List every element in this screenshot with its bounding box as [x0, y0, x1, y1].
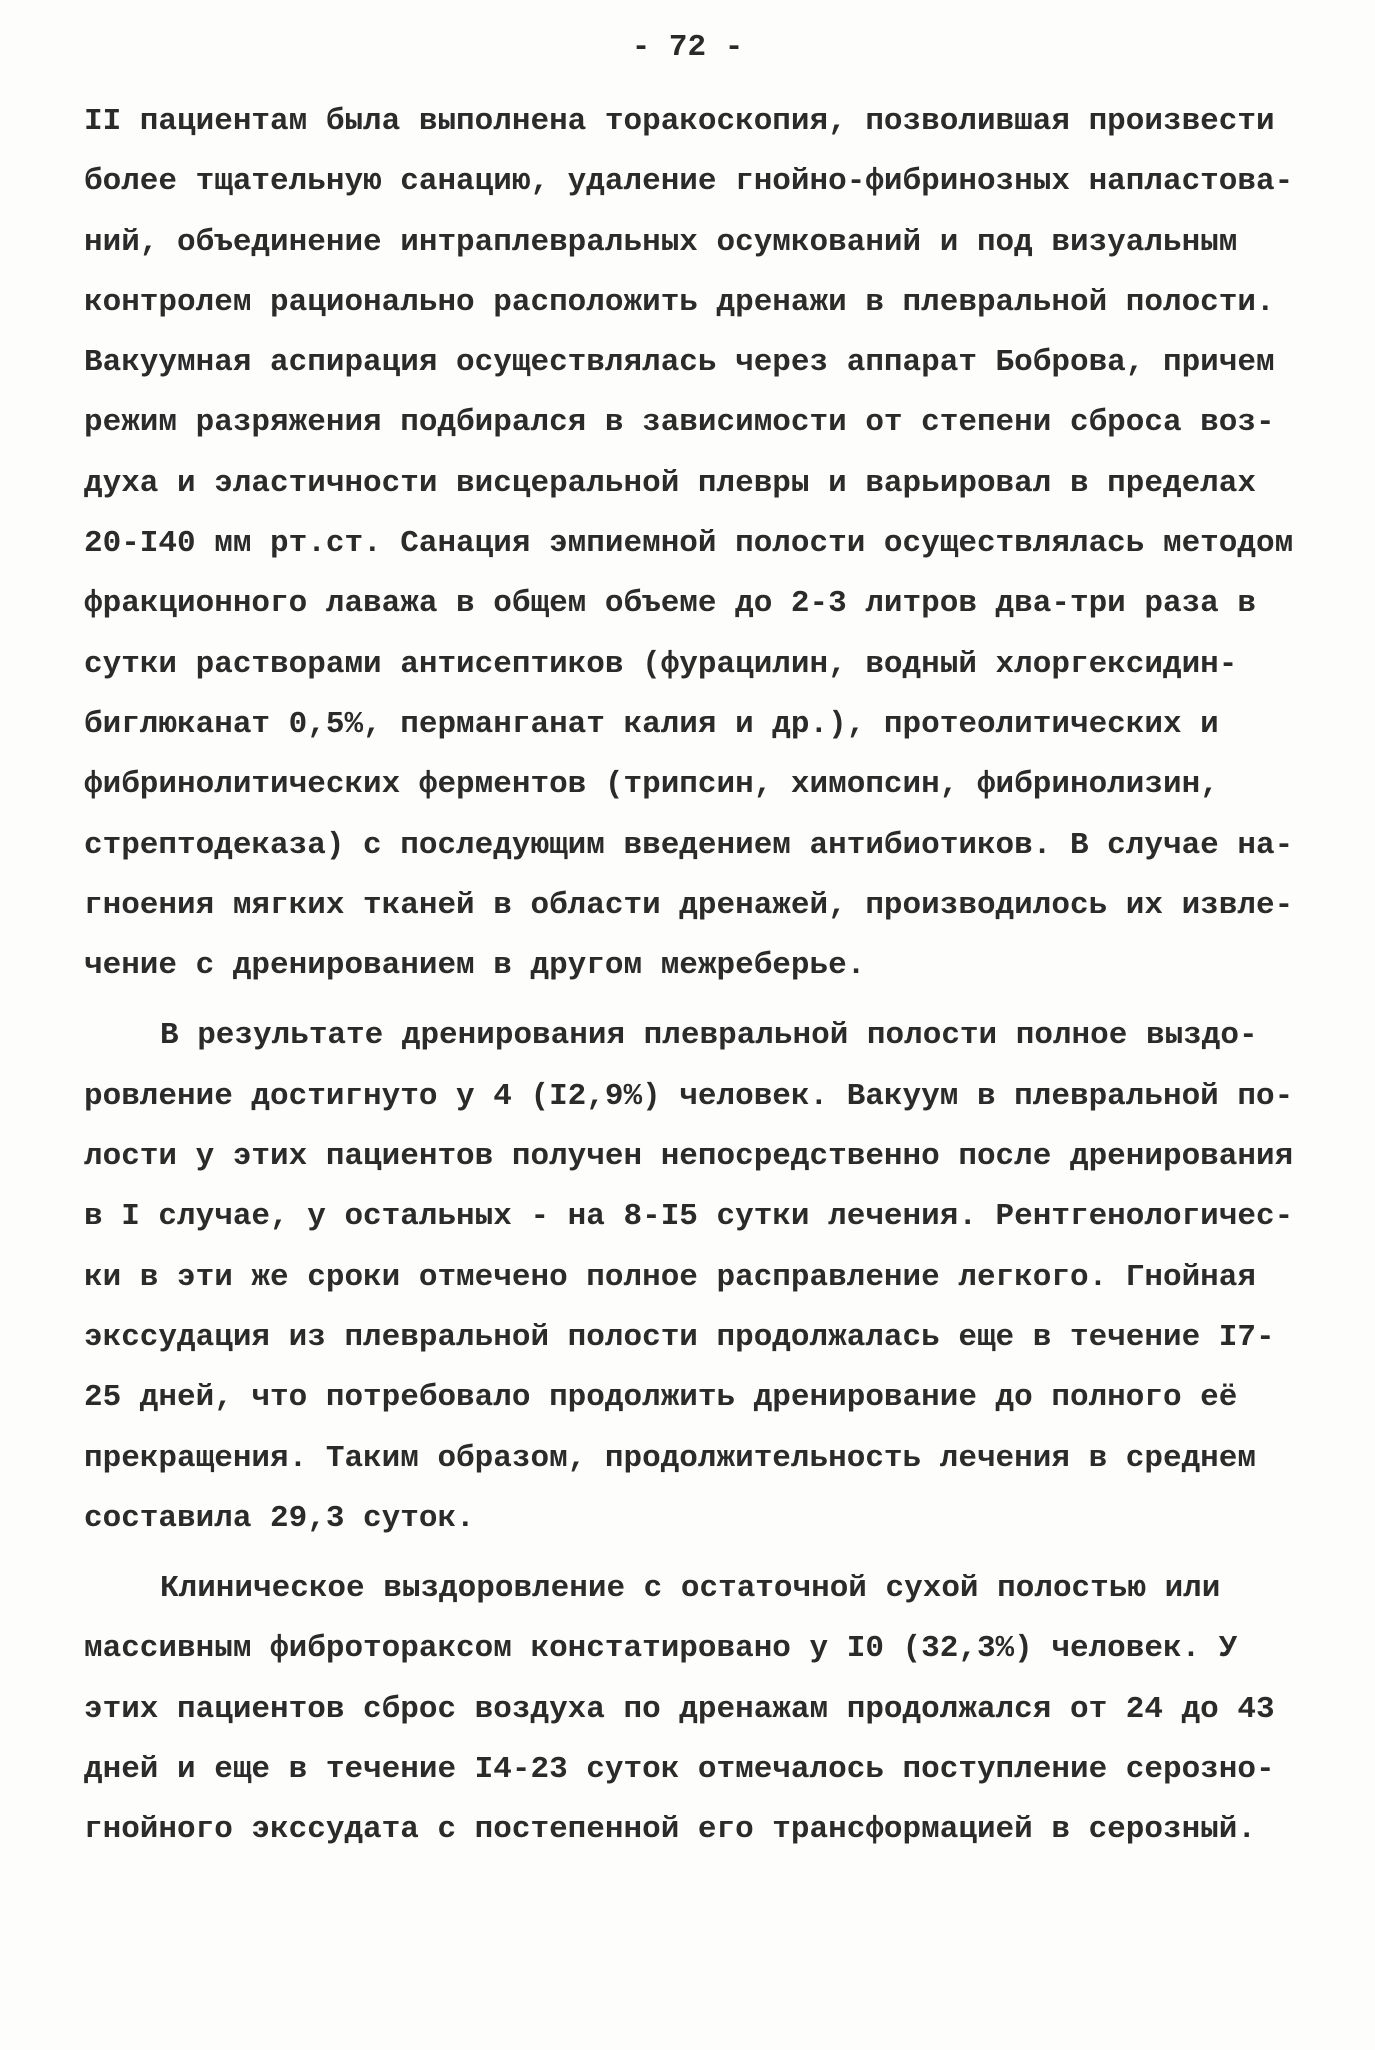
text-line: режим разряжения подбирался в зависимости от степени сброса воз-: [84, 405, 1275, 441]
text-line: Клиническое выздоровление с остаточной сухой полостью или: [160, 1571, 1221, 1607]
text-line: дней и еще в течение I4-23 суток отмечалось поступление серозно-: [84, 1752, 1275, 1788]
text-line: гноения мягких тканей в области дренажей, производилось их извле-: [84, 887, 1294, 923]
text-line: сутки растворами антисептиков (фурацилин, водный хлоргексидин-: [84, 646, 1238, 682]
text-line: массивным фибротораксом констатировано у I0 (32,3%) человек. У: [84, 1631, 1238, 1667]
text-line: 20-I40 мм рт.ст. Санация эмпиемной полости осуществлялась методом: [84, 526, 1294, 562]
text-line: лости у этих пациентов получен непосредственно после дренирования: [84, 1139, 1294, 1175]
text-line: Вакуумная аспирация осуществлялась через аппарат Боброва, причем: [84, 345, 1275, 381]
text-line: в I случае, у остальных - на 8-I5 сутки лечения. Рентгенологичес-: [84, 1199, 1294, 1235]
paragraph-gap: [84, 996, 1294, 1006]
paragraph-3: [84, 1559, 1294, 1860]
text-line: фибринолитических ферментов (трипсин, химопсин, фибринолизин,: [84, 767, 1219, 803]
text-line: 25 дней, что потребовало продолжить дренирование до полного её: [84, 1380, 1238, 1416]
text-line: чение с дренированием в другом межреберье.: [84, 948, 866, 984]
text-line: контролем рационально расположить дренажи в плевральной полости.: [84, 284, 1275, 320]
page-number: - 72 -: [631, 30, 744, 65]
text-line: биглюканат 0,5%, перманганат калия и др.), протеолитических и: [84, 706, 1219, 742]
text-line: прекращения. Таким образом, продолжительность лечения в среднем: [84, 1440, 1256, 1476]
text-line: экссудация из плевральной полости продолжалась еще в течение I7-: [84, 1319, 1275, 1355]
text-line: составила 29,3 суток.: [84, 1500, 475, 1536]
text-line: фракционного лаважа в общем объеме до 2-3 литров два-три раза в: [84, 586, 1256, 622]
text-line: духа и эластичности висцеральной плевры и варьировал в пределах: [84, 465, 1256, 501]
text-line: ний, объединение интраплевральных осумкований и под визуальным: [84, 224, 1238, 260]
text-line: этих пациентов сброс воздуха по дренажам продолжался от 24 до 43: [84, 1691, 1275, 1727]
paragraph-2: [84, 1006, 1294, 1549]
text-line: В результате дренирования плевральной полости полное выздо-: [160, 1018, 1258, 1054]
text-line: ки в эти же сроки отмечено полное расправление легкого. Гнойная: [84, 1259, 1256, 1295]
paragraph-1: [84, 92, 1294, 996]
document-body: [84, 92, 1294, 1861]
text-line: II пациентам была выполнена торакоскопия, позволившая произвести: [84, 104, 1275, 139]
text-line: более тщательную санацию, удаление гнойно-фибринозных напластова-: [84, 164, 1294, 200]
text-line: гнойного экссудата с постепенной его трансформацией в серозный.: [84, 1812, 1256, 1848]
text-line: стрептодеказа) с последующим введением антибиотиков. В случае на-: [84, 827, 1294, 863]
paragraph-gap: [84, 1549, 1294, 1559]
text-line: ровление достигнуто у 4 (I2,9%) человек. Вакуум в плевральной по-: [84, 1078, 1294, 1114]
